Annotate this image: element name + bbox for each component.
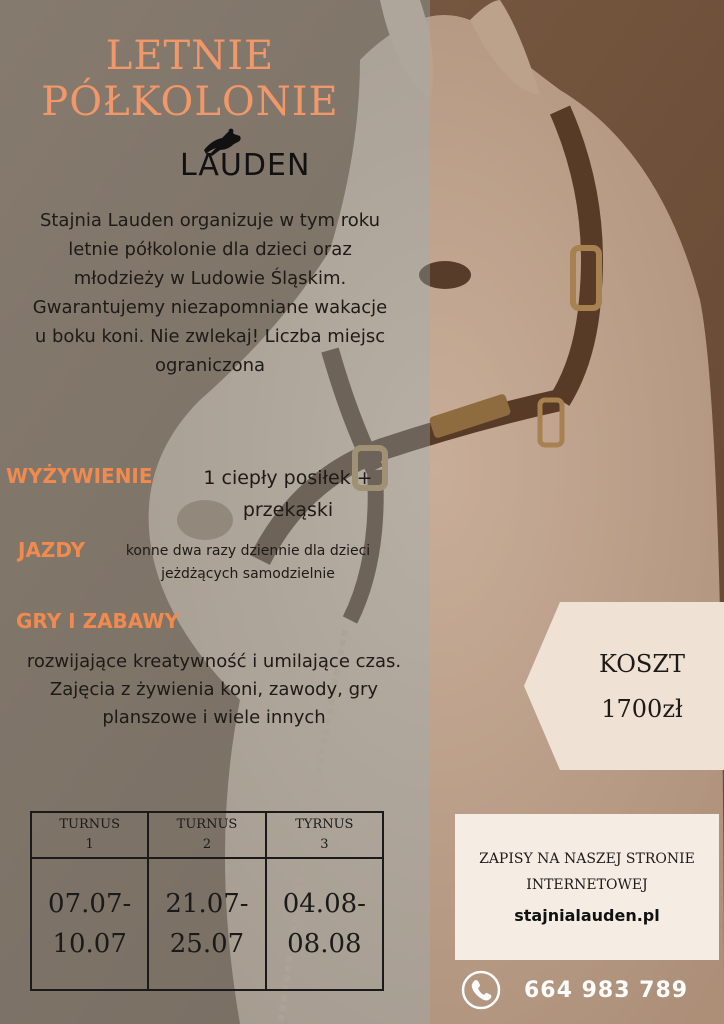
schedule-dates-row	[31, 858, 383, 990]
website-link[interactable]: stajnialauden.pl	[514, 906, 660, 925]
turnus-header: TURNUS 1	[31, 812, 148, 858]
games-line-1: rozwijające kreatywność i umilające czas.	[26, 651, 402, 672]
cost-label: KOSZT	[598, 650, 686, 678]
lauden-logo	[180, 128, 330, 190]
intro-line: młodzieży w Ludowie Śląskim.	[73, 268, 347, 289]
food-line-1: 1 ciepły posiłek +	[203, 467, 373, 489]
schedule-table	[30, 811, 384, 991]
phone-icon	[461, 970, 501, 1010]
games-line-3: planszowe i wiele innych	[102, 707, 326, 728]
logo-text: LAUDEN	[180, 148, 311, 183]
turnus-dates: 07.07- 10.07	[31, 858, 148, 990]
rides-description	[104, 540, 392, 586]
signup-text	[465, 846, 709, 898]
schedule-header-row	[31, 812, 383, 858]
food-line-2: przekąski	[242, 499, 334, 521]
intro-line: Gwarantujemy niezapomniane wakacje	[32, 297, 388, 318]
title-line-2: PÓŁKOLONIE	[41, 79, 339, 125]
intro-line: ograniczona	[154, 355, 266, 376]
intro-line: u boku koni. Nie zwlekaj! Liczba miejsc	[34, 326, 386, 347]
rides-label: JAZDY	[18, 538, 86, 562]
food-description	[178, 462, 398, 526]
phone-number[interactable]: 664 983 789	[524, 978, 689, 1003]
intro-line: Stajnia Lauden organizuje w tym roku	[39, 210, 381, 231]
food-label: WYŻYWIENIE	[6, 464, 153, 488]
cost-price: 1700zł	[601, 695, 683, 723]
signup-box	[455, 814, 719, 960]
turnus-header: TYRNUS 3	[266, 812, 383, 858]
rides-line-1: konne dwa razy dziennie dla dzieci	[125, 543, 371, 559]
games-label: GRY I ZABAWY	[16, 609, 179, 633]
title-line-1: LETNIE	[105, 33, 275, 79]
signup-line-1: ZAPISY NA NASZEJ STRONIE	[479, 851, 695, 867]
games-line-2: Zajęcia z żywienia koni, zawody, gry	[49, 679, 379, 700]
games-description	[4, 648, 424, 732]
cost-badge-shape	[524, 602, 724, 770]
intro-line: letnie półkolonie dla dzieci oraz	[68, 239, 352, 260]
signup-line-2: INTERNETOWEJ	[526, 877, 648, 893]
turnus-header: TURNUS 2	[148, 812, 265, 858]
turnus-dates: 21.07- 25.07	[148, 858, 265, 990]
turnus-dates: 04.08- 08.08	[266, 858, 383, 990]
intro-text	[10, 206, 410, 380]
rides-line-2: jeżdżących samodzielnie	[161, 566, 335, 582]
